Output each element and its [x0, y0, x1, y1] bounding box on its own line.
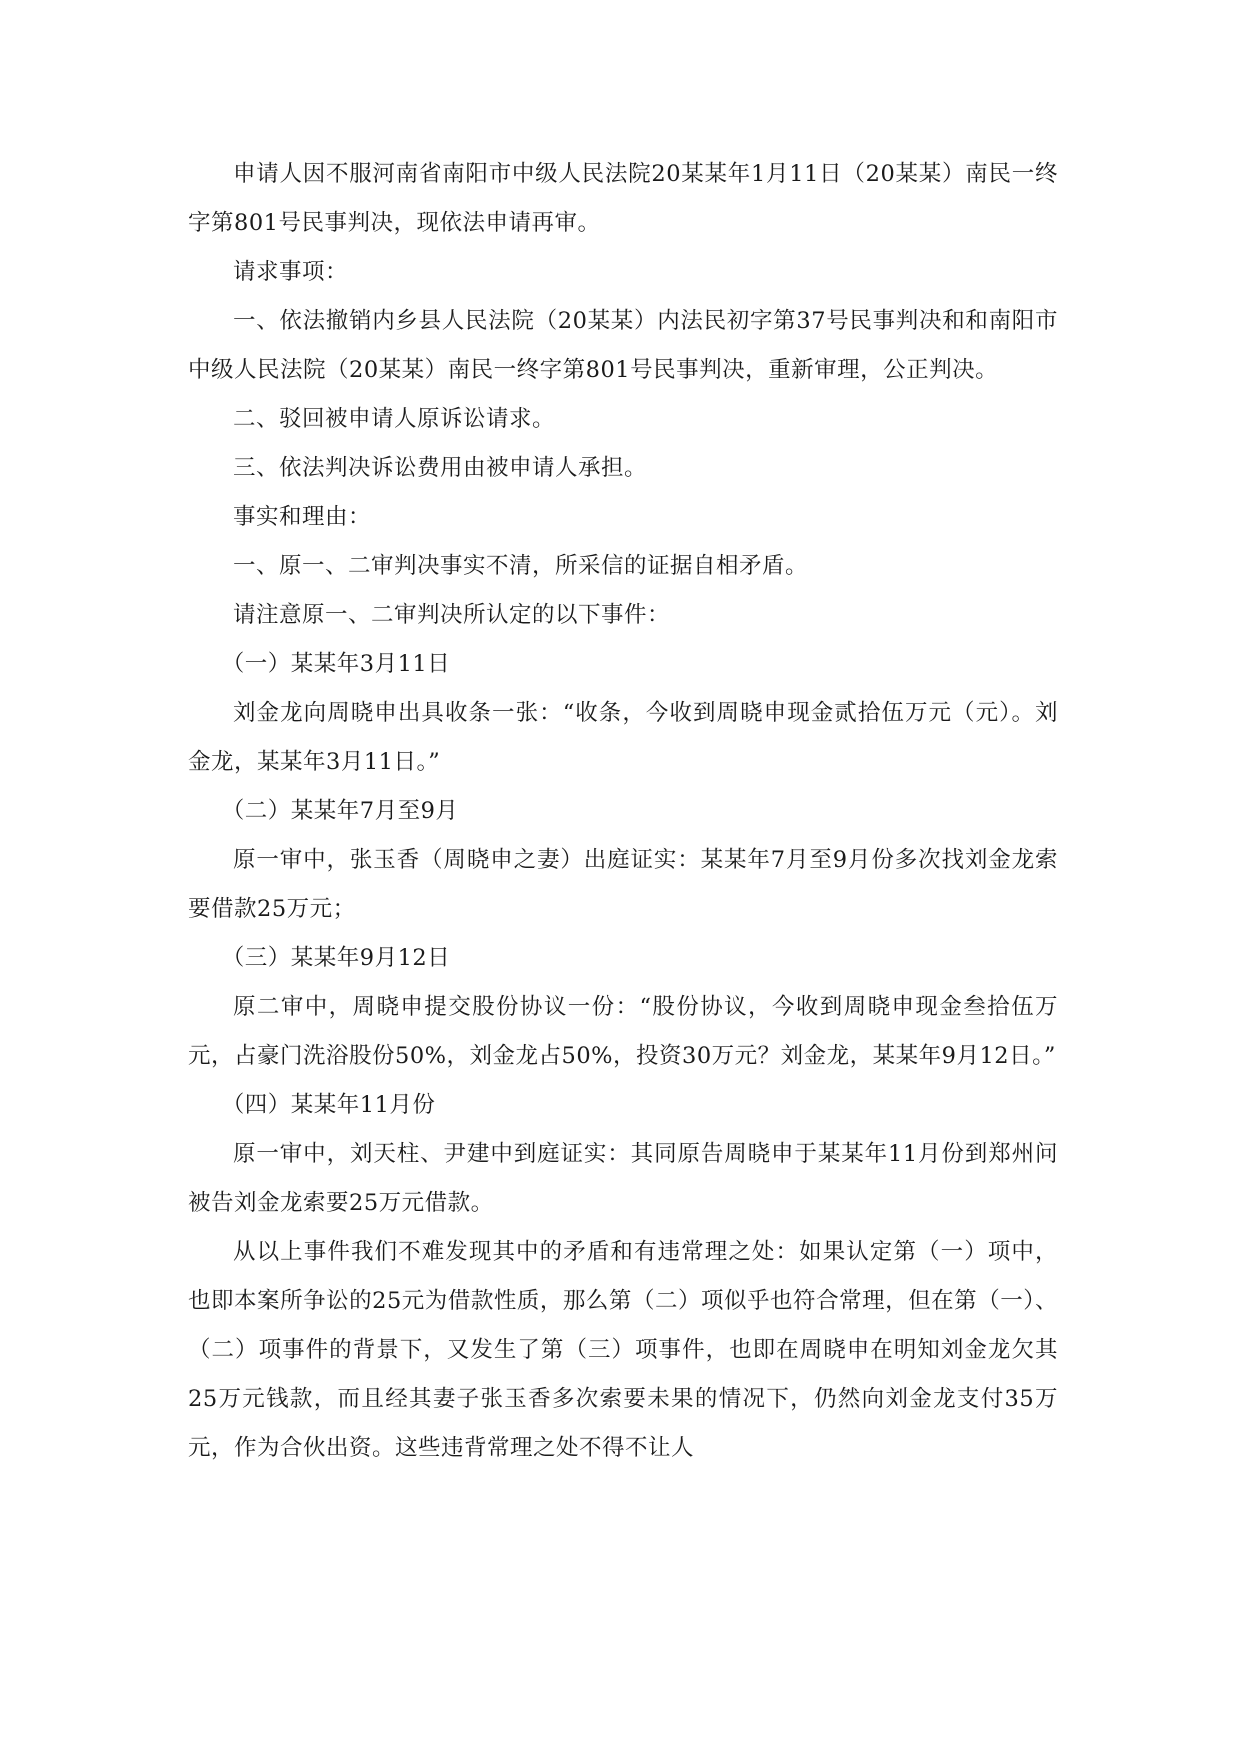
event-1-heading: （一）某某年3月11日: [221, 651, 451, 677]
event-1-detail: 刘金龙向周晓申出具收条一张：“收条，今收到周晓申现金贰拾伍万元（元）。刘金龙，某某年3月11日。”: [188, 700, 1058, 775]
analysis-paragraph: 从以上事件我们不难发现其中的矛盾和有违常理之处：如果认定第（一）项中，也即本案所争讼的25元为借款性质，那么第（二）项似乎也符合常理，但在第（一）、（二）项事件的背景下，又发生了第（三）项事件，也即在周晓申在明知刘金龙欠其25万元钱款，而且经其妻子张玉香多次索要未果的情况下，仍然向刘金龙支付35万元，作为合伙出资。这些违背常理之处不得不让人: [188, 1239, 1058, 1461]
event-2-heading: （二）某某年7月至9月: [221, 798, 459, 824]
reason-1: 一、原一、二审判决事实不清，所采信的证据自相矛盾。: [233, 553, 809, 579]
request-item-3: 三、依法判决诉讼费用由被申请人承担。: [233, 455, 648, 481]
paragraph-intro: 申请人因不服河南省南阳市中级人民法院20某某年1月11日（20某某）南民一终字第801号民事判决，现依法申请再审。: [188, 161, 1058, 236]
event-4-heading: （四）某某年11月份: [221, 1092, 436, 1118]
request-item-1: 一、依法撤销内乡县人民法院（20某某）内法民初字第37号民事判决和和南阳市中级人民法院（20某某）南民一终字第801号民事判决，重新审理，公正判决。: [188, 308, 1058, 383]
request-item-2: 二、驳回被申请人原诉讼请求。: [233, 406, 556, 432]
event-2-detail: 原一审中，张玉香（周晓申之妻）出庭证实：某某年7月至9月份多次找刘金龙索要借款25万元；: [188, 847, 1058, 922]
event-3-heading: （三）某某年9月12日: [221, 945, 451, 971]
document-body: [188, 150, 1058, 1473]
event-3-detail: 原二审中，周晓申提交股份协议一份：“股份协议，今收到周晓申现金叁拾伍万元，占豪门洗浴股份50%，刘金龙占50%，投资30万元？刘金龙，某某年9月12日。”: [188, 994, 1058, 1069]
paragraph-note: 请注意原一、二审判决所认定的以下事件：: [233, 602, 671, 628]
heading-facts-reasons: 事实和理由：: [233, 504, 372, 530]
event-4-detail: 原一审中，刘天柱、尹建中到庭证实：其同原告周晓申于某某年11月份到郑州问被告刘金龙索要25万元借款。: [188, 1141, 1058, 1216]
heading-request-items: 请求事项：: [233, 259, 349, 285]
